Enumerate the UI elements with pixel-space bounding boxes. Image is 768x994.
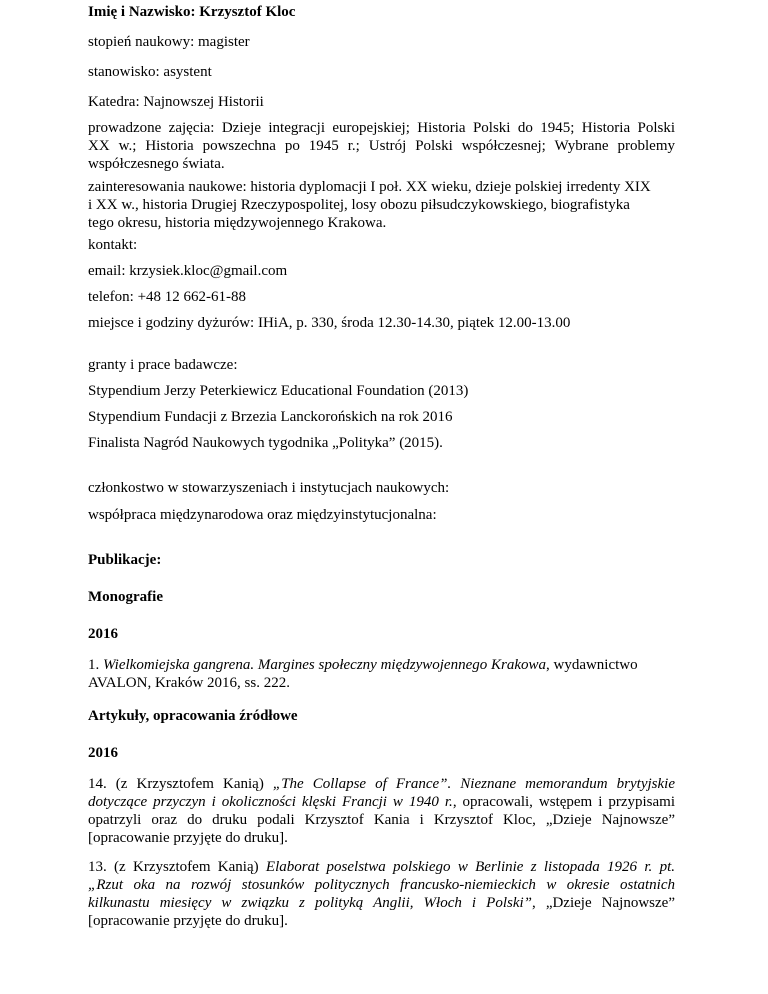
publications-heading: Publikacje:: [88, 552, 162, 568]
article-line: opatrzyli oraz do druku podali Krzysztof Kania i Krzysztof Kloc, „Dzieje Najnowsze”: [88, 812, 675, 828]
article-line: kilkunastu miesięcy w związku z polityką Anglii, Włoch i Polski”, „Dzieje Najnowsze”: [88, 895, 675, 911]
courses-line: współczesnego świata.: [88, 156, 225, 172]
monographs-year: 2016: [88, 626, 118, 642]
grants-label: granty i prace badawcze:: [88, 357, 238, 373]
monograph-item-line2: AVALON, Kraków 2016, ss. 222.: [88, 675, 290, 691]
memberships-line: członkostwo w stowarzyszeniach i instytucjach naukowych:: [88, 480, 450, 496]
monographs-heading: Monografie: [88, 589, 163, 605]
articles-heading: Artykuły, opracowania źródłowe: [88, 708, 298, 724]
department-line: Katedra: Najnowszej Historii: [88, 94, 264, 110]
interests-line: zainteresowania naukowe: historia dyplomacji I poł. XX wieku, dzieje polskiej irredenty XIX: [88, 179, 651, 195]
interests-line: i XX w., historia Drugiej Rzeczypospolitej, losy obozu piłsudczykowskiego, biografistyka: [88, 197, 630, 213]
degree-line: stopień naukowy: magister: [88, 34, 250, 50]
contact-email: email: krzysiek.kloc@gmail.com: [88, 263, 288, 279]
article-line: 13. (z Krzysztofem Kanią) Elaborat poselstwa polskiego w Berlinie z listopada 1926 r. pt.: [88, 859, 675, 875]
article-line: 14. (z Krzysztofem Kanią) „The Collapse of France”. Nieznane memorandum brytyjskie: [88, 776, 675, 792]
article-line: dotyczące przyczyn i okoliczności klęski Francji w 1940 r., opracowali, wstępem i przypisami: [88, 794, 675, 810]
courses-line: prowadzone zajęcia: Dzieje integracji europejskiej; Historia Polski do 1945; Historia Polski: [88, 120, 675, 136]
courses-line: XX w.; Historia powszechna po 1945 r.; Ustrój Polski współczesnej; Wybrane problemy: [88, 138, 675, 154]
grant-item: Stypendium Jerzy Peterkiewicz Educational Foundation (2013): [88, 383, 469, 399]
article-item-14: [88, 775, 675, 847]
grant-item: Finalista Nagród Naukowych tygodnika „Polityka” (2015).: [88, 435, 443, 451]
cooperation-line: współpraca międzynarodowa oraz międzyinstytucjonalna:: [88, 507, 437, 523]
article-item-13: [88, 858, 675, 930]
name-line: Imię i Nazwisko: Krzysztof Kloc: [88, 4, 296, 20]
article-line: „Rzut oka na rozwój stosunków politycznych francusko-niemieckich w okresie ostatnich: [88, 877, 675, 893]
contact-phone: telefon: +48 12 662-61-88: [88, 289, 247, 305]
monograph-title: Wielkomiejska gangrena. Margines społeczny międzywojennego Krakowa: [103, 657, 546, 673]
courses-paragraph: [88, 119, 675, 173]
monograph-number: 1.: [88, 657, 103, 673]
articles-year: 2016: [88, 745, 118, 761]
interests-line: tego okresu, historia międzywojennego Krakowa.: [88, 215, 387, 231]
position-line: stanowisko: asystent: [88, 64, 212, 80]
grant-item: Stypendium Fundacji z Brzezia Lanckorońskich na rok 2016: [88, 409, 453, 425]
office-hours: miejsce i godziny dyżurów: IHiA, p. 330, środa 12.30-14.30, piątek 12.00-13.00: [88, 315, 571, 331]
article-line: [opracowanie przyjęte do druku].: [88, 830, 288, 846]
monograph-item: [88, 656, 638, 674]
contact-label: kontakt:: [88, 237, 138, 253]
article-line: [opracowanie przyjęte do druku].: [88, 913, 288, 929]
monograph-publisher: , wydawnictwo: [545, 657, 638, 673]
interests-paragraph: [88, 178, 675, 232]
